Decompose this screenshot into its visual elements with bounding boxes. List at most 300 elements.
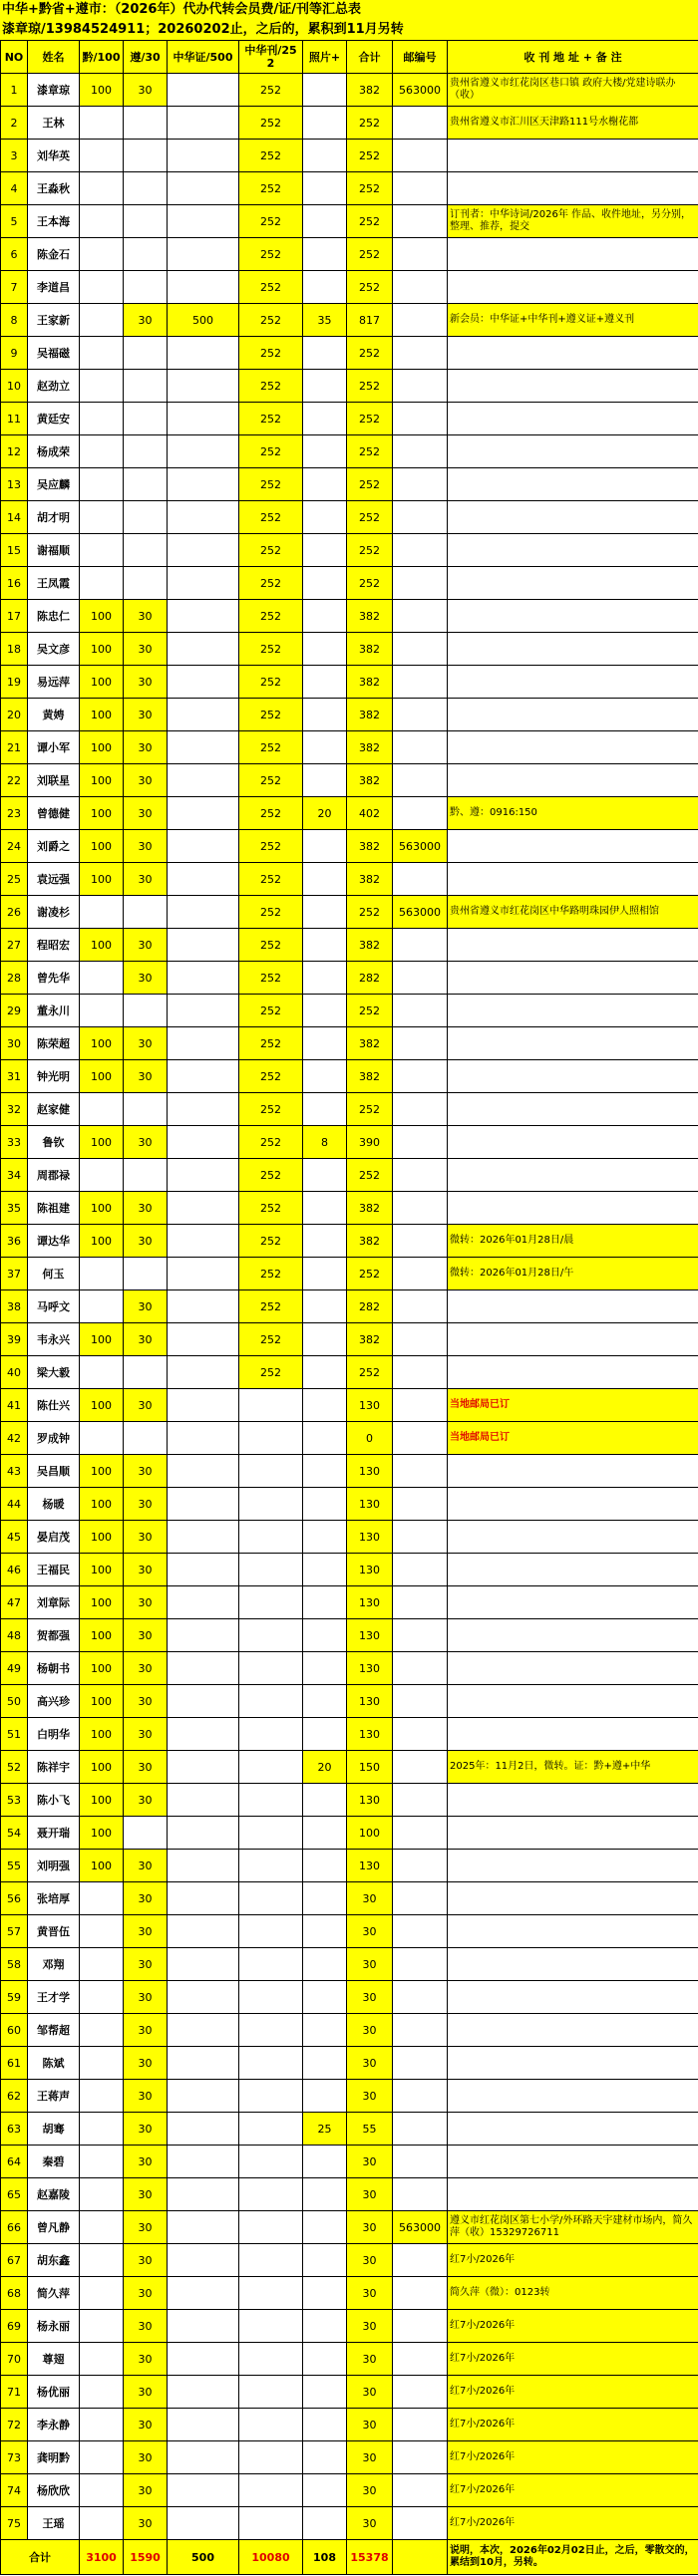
cell-zun: 30 xyxy=(124,699,168,731)
cell-name: 邹帮超 xyxy=(28,2014,80,2047)
cell-qian xyxy=(80,304,124,337)
cell-zhonghua-journal: 252 xyxy=(239,764,303,797)
cell-zhonghua-journal xyxy=(239,1586,303,1619)
cell-zhonghua-cert xyxy=(168,1488,239,1521)
cell-zhonghua-journal: 252 xyxy=(239,1323,303,1356)
cell-total: 30 xyxy=(347,2080,393,2113)
cell-zhonghua-journal xyxy=(239,1850,303,1882)
cell-photo xyxy=(303,1817,347,1850)
cell-zhonghua-journal: 252 xyxy=(239,140,303,172)
cell-photo xyxy=(303,2244,347,2277)
cell-address-note xyxy=(448,1586,698,1619)
cell-zun: 30 xyxy=(124,863,168,896)
cell-postcode xyxy=(393,2080,448,2113)
cell-name: 刘华英 xyxy=(28,140,80,172)
table-body xyxy=(1,74,698,2540)
table-row xyxy=(1,1422,698,1455)
col-header-total: 合计 xyxy=(347,41,393,74)
table-row xyxy=(1,830,698,863)
cell-total: 130 xyxy=(347,1619,393,1652)
cell-address-note xyxy=(448,1060,698,1093)
cell-zhonghua-journal xyxy=(239,1389,303,1422)
cell-zhonghua-journal xyxy=(239,1652,303,1685)
cell-zun: 30 xyxy=(124,1225,168,1258)
cell-name: 胡骞 xyxy=(28,2113,80,2146)
cell-address-note: 红7小/2026年 xyxy=(448,2376,698,2409)
cell-no: 10 xyxy=(1,370,28,403)
cell-zhonghua-journal xyxy=(239,1619,303,1652)
cell-qian xyxy=(80,1981,124,2014)
cell-name: 简久萍 xyxy=(28,2277,80,2310)
cell-total: 252 xyxy=(347,403,393,435)
total-label: 合计 xyxy=(1,2540,80,2575)
cell-photo xyxy=(303,271,347,304)
cell-zhonghua-cert xyxy=(168,74,239,107)
cell-zhonghua-journal: 252 xyxy=(239,1126,303,1159)
cell-zun xyxy=(124,1258,168,1290)
cell-total: 130 xyxy=(347,1521,393,1554)
cell-address-note: 黔、遵：0916:150 xyxy=(448,797,698,830)
cell-total: 402 xyxy=(347,797,393,830)
cell-zhonghua-cert xyxy=(168,1192,239,1225)
cell-total: 30 xyxy=(347,2441,393,2474)
table-row xyxy=(1,1948,698,1981)
cell-photo xyxy=(303,2376,347,2409)
cell-no: 8 xyxy=(1,304,28,337)
cell-zhonghua-cert xyxy=(168,1554,239,1586)
cell-photo xyxy=(303,1850,347,1882)
cell-qian xyxy=(80,2277,124,2310)
cell-qian: 100 xyxy=(80,1784,124,1817)
cell-qian xyxy=(80,435,124,468)
cell-zhonghua-journal xyxy=(239,1422,303,1455)
cell-zhonghua-journal xyxy=(239,1948,303,1981)
cell-qian xyxy=(80,271,124,304)
cell-total: 252 xyxy=(347,1093,393,1126)
cell-no: 44 xyxy=(1,1488,28,1521)
cell-zun: 30 xyxy=(124,1060,168,1093)
col-header-zun: 遵/30 xyxy=(124,41,168,74)
cell-qian: 100 xyxy=(80,1521,124,1554)
cell-zun: 30 xyxy=(124,1192,168,1225)
cell-zun: 30 xyxy=(124,2244,168,2277)
cell-qian: 100 xyxy=(80,1652,124,1685)
cell-zun: 30 xyxy=(124,2211,168,2244)
cell-photo xyxy=(303,600,347,633)
cell-name: 李永静 xyxy=(28,2409,80,2441)
cell-qian: 100 xyxy=(80,1225,124,1258)
cell-no: 13 xyxy=(1,468,28,501)
cell-name: 高兴珍 xyxy=(28,1685,80,1718)
cell-photo xyxy=(303,1948,347,1981)
cell-zhonghua-cert xyxy=(168,534,239,567)
cell-total: 100 xyxy=(347,1817,393,1850)
cell-qian xyxy=(80,2409,124,2441)
cell-photo xyxy=(303,107,347,140)
cell-address-note xyxy=(448,1126,698,1159)
table-row xyxy=(1,1027,698,1060)
table-row xyxy=(1,370,698,403)
cell-zhonghua-cert xyxy=(168,2376,239,2409)
cell-qian: 100 xyxy=(80,830,124,863)
cell-photo xyxy=(303,633,347,666)
cell-zhonghua-journal: 252 xyxy=(239,1290,303,1323)
cell-qian xyxy=(80,468,124,501)
cell-total: 282 xyxy=(347,1290,393,1323)
table-row xyxy=(1,1685,698,1718)
cell-qian: 100 xyxy=(80,699,124,731)
cell-address-note xyxy=(448,1685,698,1718)
cell-zun: 30 xyxy=(124,2014,168,2047)
cell-no: 62 xyxy=(1,2080,28,2113)
table-row xyxy=(1,1521,698,1554)
cell-total: 150 xyxy=(347,1751,393,1784)
cell-postcode xyxy=(393,1685,448,1718)
cell-total: 252 xyxy=(347,1356,393,1389)
cell-zun: 30 xyxy=(124,2113,168,2146)
cell-photo xyxy=(303,435,347,468)
table-row xyxy=(1,2310,698,2343)
cell-total: 252 xyxy=(347,1159,393,1192)
cell-name: 杨优丽 xyxy=(28,2376,80,2409)
cell-photo xyxy=(303,1027,347,1060)
cell-qian: 100 xyxy=(80,1718,124,1751)
table-row xyxy=(1,1290,698,1323)
cell-address-note xyxy=(448,1521,698,1554)
cell-address-note xyxy=(448,435,698,468)
cell-zhonghua-cert xyxy=(168,995,239,1027)
cell-zun: 30 xyxy=(124,1455,168,1488)
cell-qian xyxy=(80,205,124,238)
cell-zhonghua-journal xyxy=(239,1784,303,1817)
cell-zun: 30 xyxy=(124,1652,168,1685)
total-zhonghua-cert: 500 xyxy=(168,2540,239,2575)
cell-address-note xyxy=(448,2014,698,2047)
cell-zhonghua-cert xyxy=(168,1455,239,1488)
cell-address-note xyxy=(448,501,698,534)
cell-photo xyxy=(303,238,347,271)
cell-no: 19 xyxy=(1,666,28,699)
cell-zun: 30 xyxy=(124,1718,168,1751)
cell-total: 382 xyxy=(347,1323,393,1356)
table-row xyxy=(1,238,698,271)
cell-zun: 30 xyxy=(124,764,168,797)
cell-photo: 20 xyxy=(303,1751,347,1784)
cell-zhonghua-journal: 252 xyxy=(239,304,303,337)
cell-address-note xyxy=(448,666,698,699)
cell-name: 鲁钦 xyxy=(28,1126,80,1159)
cell-name: 董永川 xyxy=(28,995,80,1027)
cell-qian xyxy=(80,2244,124,2277)
cell-postcode xyxy=(393,2178,448,2211)
cell-address-note xyxy=(448,699,698,731)
cell-name: 谢凌杉 xyxy=(28,896,80,929)
cell-zhonghua-cert xyxy=(168,1225,239,1258)
cell-zhonghua-journal xyxy=(239,2146,303,2178)
cell-zhonghua-cert xyxy=(168,633,239,666)
cell-name: 赵嘉陵 xyxy=(28,2178,80,2211)
cell-name: 杨暖 xyxy=(28,1488,80,1521)
cell-qian xyxy=(80,2474,124,2507)
table-row xyxy=(1,337,698,370)
cell-photo xyxy=(303,468,347,501)
cell-name: 尊翅 xyxy=(28,2343,80,2376)
cell-address-note xyxy=(448,2113,698,2146)
cell-photo xyxy=(303,2310,347,2343)
cell-zun: 30 xyxy=(124,1751,168,1784)
cell-total: 282 xyxy=(347,962,393,995)
cell-address-note xyxy=(448,633,698,666)
cell-address-note: 红7小/2026年 xyxy=(448,2474,698,2507)
cell-name: 谭达华 xyxy=(28,1225,80,1258)
cell-name: 曾德健 xyxy=(28,797,80,830)
cell-photo xyxy=(303,2047,347,2080)
cell-zhonghua-cert xyxy=(168,205,239,238)
cell-zhonghua-cert xyxy=(168,271,239,304)
cell-qian: 100 xyxy=(80,1389,124,1422)
cell-name: 白明华 xyxy=(28,1718,80,1751)
cell-photo xyxy=(303,567,347,600)
cell-zhonghua-cert xyxy=(168,1521,239,1554)
cell-address-note: 红7小/2026年 xyxy=(448,2310,698,2343)
cell-no: 70 xyxy=(1,2343,28,2376)
cell-postcode xyxy=(393,2441,448,2474)
cell-postcode xyxy=(393,1389,448,1422)
cell-qian xyxy=(80,1093,124,1126)
col-header-qian: 黔/100 xyxy=(80,41,124,74)
header-row xyxy=(1,41,698,74)
cell-address-note: 当地邮局已订 xyxy=(448,1422,698,1455)
cell-address-note: 订刊者：中华诗词/2026年 作品、收件地址，另分别，整理、推荐，提交 xyxy=(448,205,698,238)
cell-total: 30 xyxy=(347,2409,393,2441)
cell-no: 43 xyxy=(1,1455,28,1488)
cell-photo: 8 xyxy=(303,1126,347,1159)
cell-postcode xyxy=(393,1652,448,1685)
cell-qian xyxy=(80,370,124,403)
cell-postcode xyxy=(393,1619,448,1652)
table-row xyxy=(1,2146,698,2178)
cell-no: 60 xyxy=(1,2014,28,2047)
cell-zhonghua-journal xyxy=(239,1455,303,1488)
cell-no: 16 xyxy=(1,567,28,600)
cell-zun xyxy=(124,896,168,929)
cell-total: 252 xyxy=(347,435,393,468)
cell-address-note xyxy=(448,567,698,600)
cell-photo xyxy=(303,2277,347,2310)
cell-name: 王淼秋 xyxy=(28,172,80,205)
cell-qian xyxy=(80,172,124,205)
table-row xyxy=(1,534,698,567)
cell-photo xyxy=(303,1455,347,1488)
cell-postcode xyxy=(393,1225,448,1258)
cell-zun: 30 xyxy=(124,304,168,337)
cell-qian xyxy=(80,2211,124,2244)
cell-total: 130 xyxy=(347,1784,393,1817)
cell-photo xyxy=(303,1488,347,1521)
table-row xyxy=(1,797,698,830)
cell-zhonghua-journal: 252 xyxy=(239,1027,303,1060)
cell-address-note xyxy=(448,370,698,403)
cell-photo xyxy=(303,337,347,370)
cell-no: 75 xyxy=(1,2507,28,2540)
table-row xyxy=(1,1356,698,1389)
cell-zhonghua-cert xyxy=(168,1323,239,1356)
cell-name: 王家新 xyxy=(28,304,80,337)
cell-address-note xyxy=(448,1915,698,1948)
cell-zhonghua-cert xyxy=(168,2178,239,2211)
table-row xyxy=(1,1060,698,1093)
cell-address-note xyxy=(448,271,698,304)
cell-postcode xyxy=(393,2047,448,2080)
cell-name: 赵劲立 xyxy=(28,370,80,403)
cell-no: 52 xyxy=(1,1751,28,1784)
table-row xyxy=(1,2507,698,2540)
cell-photo xyxy=(303,2441,347,2474)
cell-qian xyxy=(80,2343,124,2376)
cell-address-note xyxy=(448,140,698,172)
cell-photo: 25 xyxy=(303,2113,347,2146)
table-row xyxy=(1,896,698,929)
cell-zun: 30 xyxy=(124,1948,168,1981)
cell-zun: 30 xyxy=(124,2277,168,2310)
cell-total: 382 xyxy=(347,1192,393,1225)
cell-no: 73 xyxy=(1,2441,28,2474)
cell-address-note: 贵州省遵义市汇川区天津路111号水榭花都 xyxy=(448,107,698,140)
cell-total: 30 xyxy=(347,1948,393,1981)
cell-no: 42 xyxy=(1,1422,28,1455)
cell-total: 130 xyxy=(347,1718,393,1751)
cell-address-note: 微转：2026年01月28日/午 xyxy=(448,1258,698,1290)
cell-zhonghua-journal: 252 xyxy=(239,435,303,468)
cell-total: 382 xyxy=(347,74,393,107)
cell-total: 130 xyxy=(347,1685,393,1718)
cell-zhonghua-cert xyxy=(168,1060,239,1093)
cell-total: 252 xyxy=(347,995,393,1027)
cell-postcode xyxy=(393,666,448,699)
cell-no: 61 xyxy=(1,2047,28,2080)
cell-name: 王本海 xyxy=(28,205,80,238)
cell-no: 6 xyxy=(1,238,28,271)
cell-zhonghua-cert xyxy=(168,1850,239,1882)
cell-photo xyxy=(303,534,347,567)
cell-no: 58 xyxy=(1,1948,28,1981)
cell-no: 72 xyxy=(1,2409,28,2441)
cell-zhonghua-cert xyxy=(168,2244,239,2277)
table-row xyxy=(1,567,698,600)
cell-qian xyxy=(80,1948,124,1981)
cell-no: 45 xyxy=(1,1521,28,1554)
cell-address-note xyxy=(448,172,698,205)
cell-name: 晏启茂 xyxy=(28,1521,80,1554)
cell-zhonghua-cert xyxy=(168,1652,239,1685)
cell-postcode xyxy=(393,567,448,600)
cell-zun: 30 xyxy=(124,1323,168,1356)
cell-postcode xyxy=(393,205,448,238)
cell-photo xyxy=(303,2080,347,2113)
cell-zhonghua-journal: 252 xyxy=(239,962,303,995)
cell-address-note xyxy=(448,2047,698,2080)
cell-postcode xyxy=(393,2474,448,2507)
cell-qian xyxy=(80,1356,124,1389)
table-row xyxy=(1,2277,698,2310)
cell-zun: 30 xyxy=(124,74,168,107)
cell-qian xyxy=(80,962,124,995)
col-header-zhonghua-journal: 中华刊/252 xyxy=(239,41,303,74)
cell-total: 382 xyxy=(347,929,393,962)
cell-zun: 30 xyxy=(124,600,168,633)
cell-address-note: 简久萍（微）：0123转 xyxy=(448,2277,698,2310)
cell-qian: 100 xyxy=(80,666,124,699)
cell-zhonghua-journal xyxy=(239,1718,303,1751)
cell-address-note xyxy=(448,1093,698,1126)
cell-name: 罗成钟 xyxy=(28,1422,80,1455)
cell-no: 20 xyxy=(1,699,28,731)
cell-zun: 30 xyxy=(124,2146,168,2178)
cell-total: 252 xyxy=(347,205,393,238)
cell-zhonghua-cert xyxy=(168,107,239,140)
cell-address-note xyxy=(448,764,698,797)
cell-total: 130 xyxy=(347,1850,393,1882)
cell-address-note xyxy=(448,1159,698,1192)
cell-zun xyxy=(124,567,168,600)
cell-zun xyxy=(124,205,168,238)
cell-zhonghua-cert xyxy=(168,1422,239,1455)
cell-no: 65 xyxy=(1,2178,28,2211)
cell-no: 24 xyxy=(1,830,28,863)
cell-postcode xyxy=(393,2343,448,2376)
cell-zun: 30 xyxy=(124,2474,168,2507)
cell-no: 4 xyxy=(1,172,28,205)
cell-name: 王瑶 xyxy=(28,2507,80,2540)
cell-zhonghua-cert xyxy=(168,1619,239,1652)
cell-no: 64 xyxy=(1,2146,28,2178)
cell-qian xyxy=(80,107,124,140)
cell-zhonghua-journal xyxy=(239,1817,303,1850)
cell-name: 陈金石 xyxy=(28,238,80,271)
cell-photo xyxy=(303,699,347,731)
cell-postcode xyxy=(393,1882,448,1915)
cell-qian xyxy=(80,2376,124,2409)
cell-zhonghua-cert xyxy=(168,1389,239,1422)
cell-postcode xyxy=(393,2146,448,2178)
total-zhonghua-journal: 10080 xyxy=(239,2540,303,2575)
cell-photo xyxy=(303,1290,347,1323)
cell-zhonghua-cert xyxy=(168,501,239,534)
cell-photo xyxy=(303,830,347,863)
cell-zhonghua-cert xyxy=(168,1948,239,1981)
table-row xyxy=(1,1915,698,1948)
cell-photo xyxy=(303,1159,347,1192)
cell-no: 53 xyxy=(1,1784,28,1817)
cell-zhonghua-journal: 252 xyxy=(239,1258,303,1290)
cell-address-note xyxy=(448,1948,698,1981)
cell-no: 50 xyxy=(1,1685,28,1718)
cell-postcode: 563000 xyxy=(393,830,448,863)
cell-zhonghua-cert xyxy=(168,962,239,995)
cell-name: 张培厚 xyxy=(28,1882,80,1915)
cell-zhonghua-journal: 252 xyxy=(239,699,303,731)
cell-address-note xyxy=(448,929,698,962)
cell-photo xyxy=(303,1060,347,1093)
cell-address-note xyxy=(448,1027,698,1060)
cell-zhonghua-cert xyxy=(168,666,239,699)
table-row xyxy=(1,2014,698,2047)
cell-postcode xyxy=(393,764,448,797)
cell-address-note xyxy=(448,863,698,896)
cell-postcode xyxy=(393,1422,448,1455)
cell-zun xyxy=(124,370,168,403)
cell-postcode xyxy=(393,271,448,304)
